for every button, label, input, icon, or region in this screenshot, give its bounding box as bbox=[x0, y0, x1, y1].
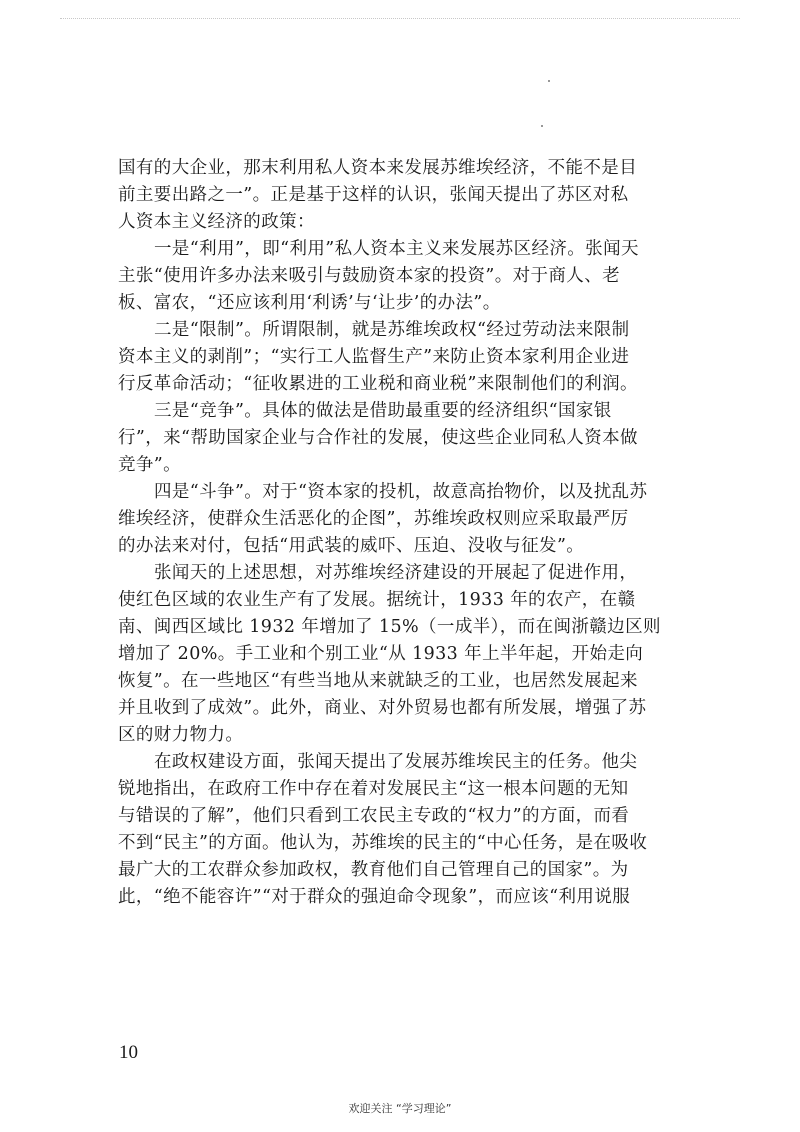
text-line: 行反革命活动；“征收累进的工业税和商业税”来限制他们的利润。 bbox=[118, 374, 638, 394]
text-line: 与错误的了解”，他们只看到工农民主专政的“权力”的方面，而看 bbox=[118, 806, 630, 826]
text-line: 维埃经济，使群众生活恶化的企图”，苏维埃政权则应采取最严厉 bbox=[118, 509, 629, 529]
text-line: 区的财力物力。 bbox=[118, 725, 244, 745]
text-line: 张闻天的上述思想，对苏维埃经济建设的开展起了促进作用， bbox=[154, 563, 638, 583]
page-number: 10 bbox=[119, 1042, 138, 1063]
text-line: 主张“使用许多办法来吸引与鼓励资本家的投资”。对于商人、老 bbox=[118, 266, 620, 286]
text-line: 国有的大企业，那末利用私人资本来发展苏维埃经济，不能不是目 bbox=[118, 158, 638, 178]
scan-edge-line bbox=[60, 18, 740, 19]
text-line: 此，“绝不能容许”“对于群众的强迫命令现象”，而应该“利用说服 bbox=[118, 887, 631, 907]
footer-note: 欢迎关注 “学习理论” bbox=[348, 1102, 452, 1115]
text-line: 在政权建设方面，张闻天提出了发展苏维埃民主的任务。他尖 bbox=[154, 752, 638, 772]
text-line: 资本主义的剥削”；“实行工人监督生产”来防止资本家利用企业进 bbox=[118, 347, 630, 367]
text-line: 恢复”。在一些地区“有些当地从来就缺乏的工业，也居然发展起来 bbox=[118, 671, 638, 691]
text-line: 南、闽西区域比 1932 年增加了 15%（一成半），而在闽浙赣边区则 bbox=[118, 617, 661, 637]
text-line: 一是“利用”，即“利用”私人资本主义来发展苏区经济。张闻天 bbox=[154, 239, 639, 259]
body-text bbox=[118, 155, 673, 911]
scan-speck bbox=[548, 80, 550, 82]
text-line: 人资本主义经济的政策： bbox=[118, 212, 315, 232]
text-line: 的办法来对付，包括“用武装的威吓、压迫、没收与征发”。 bbox=[118, 536, 585, 556]
text-line: 并且收到了成效”。此外，商业、对外贸易也都有所发展，增强了苏 bbox=[118, 698, 647, 718]
text-line: 最广大的工农群众参加政权，教育他们自己管理自己的国家”。为 bbox=[118, 860, 629, 880]
text-line: 前主要出路之一”。正是基于这样的认识，张闻天提出了苏区对私 bbox=[118, 185, 629, 205]
text-line: 锐地指出，在政府工作中存在着对发展民主“这一根本问题的无知 bbox=[118, 779, 629, 799]
text-line: 增加了 20%。手工业和个别工业“从 1933 年上半年起，开始走向 bbox=[118, 644, 644, 664]
text-line: 四是“斗争”。对于“资本家的投机，故意高抬物价，以及扰乱苏 bbox=[154, 482, 648, 502]
scan-speck bbox=[541, 125, 543, 127]
text-line: 竞争”。 bbox=[118, 455, 182, 475]
text-line: 行”，来“帮助国家企业与合作社的发展，使这些企业同私人资本做 bbox=[118, 428, 638, 448]
text-line: 使红色区域的农业生产有了发展。据统计，1933 年的农产，在赣 bbox=[118, 590, 636, 610]
text-line: 二是“限制”。所谓限制，就是苏维埃政权“经过劳动法来限制 bbox=[154, 320, 630, 340]
text-line: 板、富农，“还应该利用‘利诱’与‘让步’的办法”。 bbox=[118, 293, 501, 313]
text-line: 不到“民主”的方面。他认为，苏维埃的民主的“中心任务，是在吸收 bbox=[118, 833, 648, 853]
text-line: 三是“竞争”。具体的做法是借助最重要的经济组织“国家银 bbox=[154, 401, 612, 421]
